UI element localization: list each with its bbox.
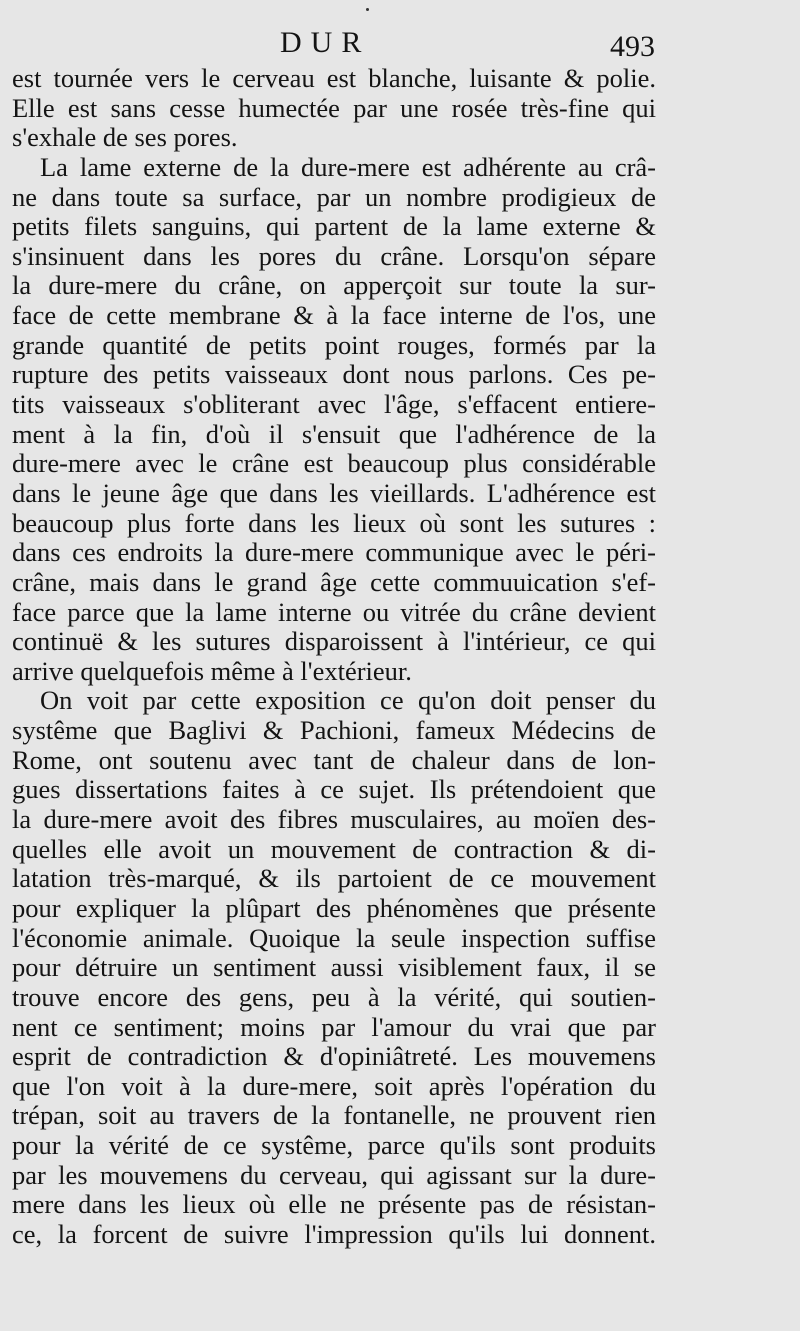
text-line: est tournée vers le cerveau est blanche, luisante & polie. [12, 63, 656, 93]
text-line: face de cette membrane & à la face interne de l'os, une [12, 300, 656, 331]
text-line: la dure-mere avoit des fibres musculaires, au moïen des- [12, 804, 656, 835]
text-line: s'insinuent dans les pores du crâne. Lorsqu'on sépare [12, 240, 656, 271]
text-line: la dure-mere du crâne, on apperçoit sur toute la sur- [12, 270, 656, 301]
text-line: ne dans toute sa surface, par un nombre prodigieux de [12, 181, 656, 212]
text-line: arrive quelquefois même à l'extérieur. [12, 655, 412, 686]
text-line: latation très-marqué, & ils partoient de ce mouvement [12, 863, 656, 894]
text-line: dans ces endroits la dure-mere communique avec le péri- [12, 537, 656, 568]
text-line: l'économie animale. Quoique la seule inspection suffise [12, 922, 656, 953]
text-line: grande quantité de petits point rouges, formés par la [12, 329, 656, 360]
printed-dot [366, 8, 369, 11]
text-line: petits filets sanguins, qui partent de la lame externe & [12, 211, 656, 242]
text-line: continuë & les sutures disparoissent à l'intérieur, ce qui [12, 626, 656, 657]
text-line: trépan, soit au travers de la fontanelle, ne prouvent rien [12, 1100, 656, 1131]
text-line: pour la vérité de ce systême, parce qu'ils sont produits [12, 1130, 656, 1161]
text-line: face parce que la lame interne ou vitrée du crâne devient [12, 596, 656, 627]
text-line: trouve encore des gens, peu à la vérité, qui soutien- [12, 981, 656, 1012]
text-line: ment à la fin, d'où il s'ensuit que l'adhérence de la [12, 418, 656, 449]
text-line: La lame externe de la dure-mere est adhérente au crâ- [40, 151, 656, 182]
text-line: mere dans les lieux où elle ne présente pas de résistan- [12, 1189, 656, 1220]
text-line: quelles elle avoit un mouvement de contraction & di- [12, 833, 656, 864]
text-line: Elle est sans cesse humectée par une rosée très-fine qui [12, 92, 656, 123]
text-line: que l'on voit à la dure-mere, soit après l'opération du [12, 1070, 656, 1101]
text-line: crâne, mais dans le grand âge cette commuuication s'ef- [12, 566, 656, 597]
running-head: DUR [280, 26, 371, 59]
text-line: ce, la forcent de suivre l'impression qu'ils lui donnent. [12, 1218, 656, 1249]
text-line: pour expliquer la plûpart des phénomènes que présente [12, 892, 656, 923]
text-line: par les mouvemens du cerveau, qui agissant sur la dure- [12, 1159, 656, 1190]
text-line: s'exhale de ses pores. [12, 122, 238, 153]
text-line: nent ce sentiment; moins par l'amour du vrai que par [12, 1011, 656, 1042]
text-line: pour détruire un sentiment aussi visiblement faux, il se [12, 952, 656, 983]
text-line: systême que Baglivi & Pachioni, fameux Médecins de [12, 715, 656, 746]
body-text [12, 64, 656, 1250]
text-line: Rome, ont soutenu avec tant de chaleur dans de lon- [12, 744, 656, 775]
text-line: tits vaisseaux s'obliterant avec l'âge, s'effacent entiere- [12, 389, 656, 420]
text-line: beaucoup plus forte dans les lieux où sont les sutures : [12, 507, 656, 538]
text-line: On voit par cette exposition ce qu'on doit penser du [40, 685, 656, 716]
text-line: dure-mere avec le crâne est beaucoup plus considérable [12, 448, 656, 479]
text-line: esprit de contradiction & d'opiniâtreté. Les mouvemens [12, 1041, 656, 1072]
text-line: gues dissertations faites à ce sujet. Ils prétendoient que [12, 774, 656, 805]
text-line: dans le jeune âge que dans les vieillards. L'adhérence est [12, 477, 656, 508]
page-number: 493 [610, 30, 655, 63]
text-line: rupture des petits vaisseaux dont nous parlons. Ces pe- [12, 359, 656, 390]
